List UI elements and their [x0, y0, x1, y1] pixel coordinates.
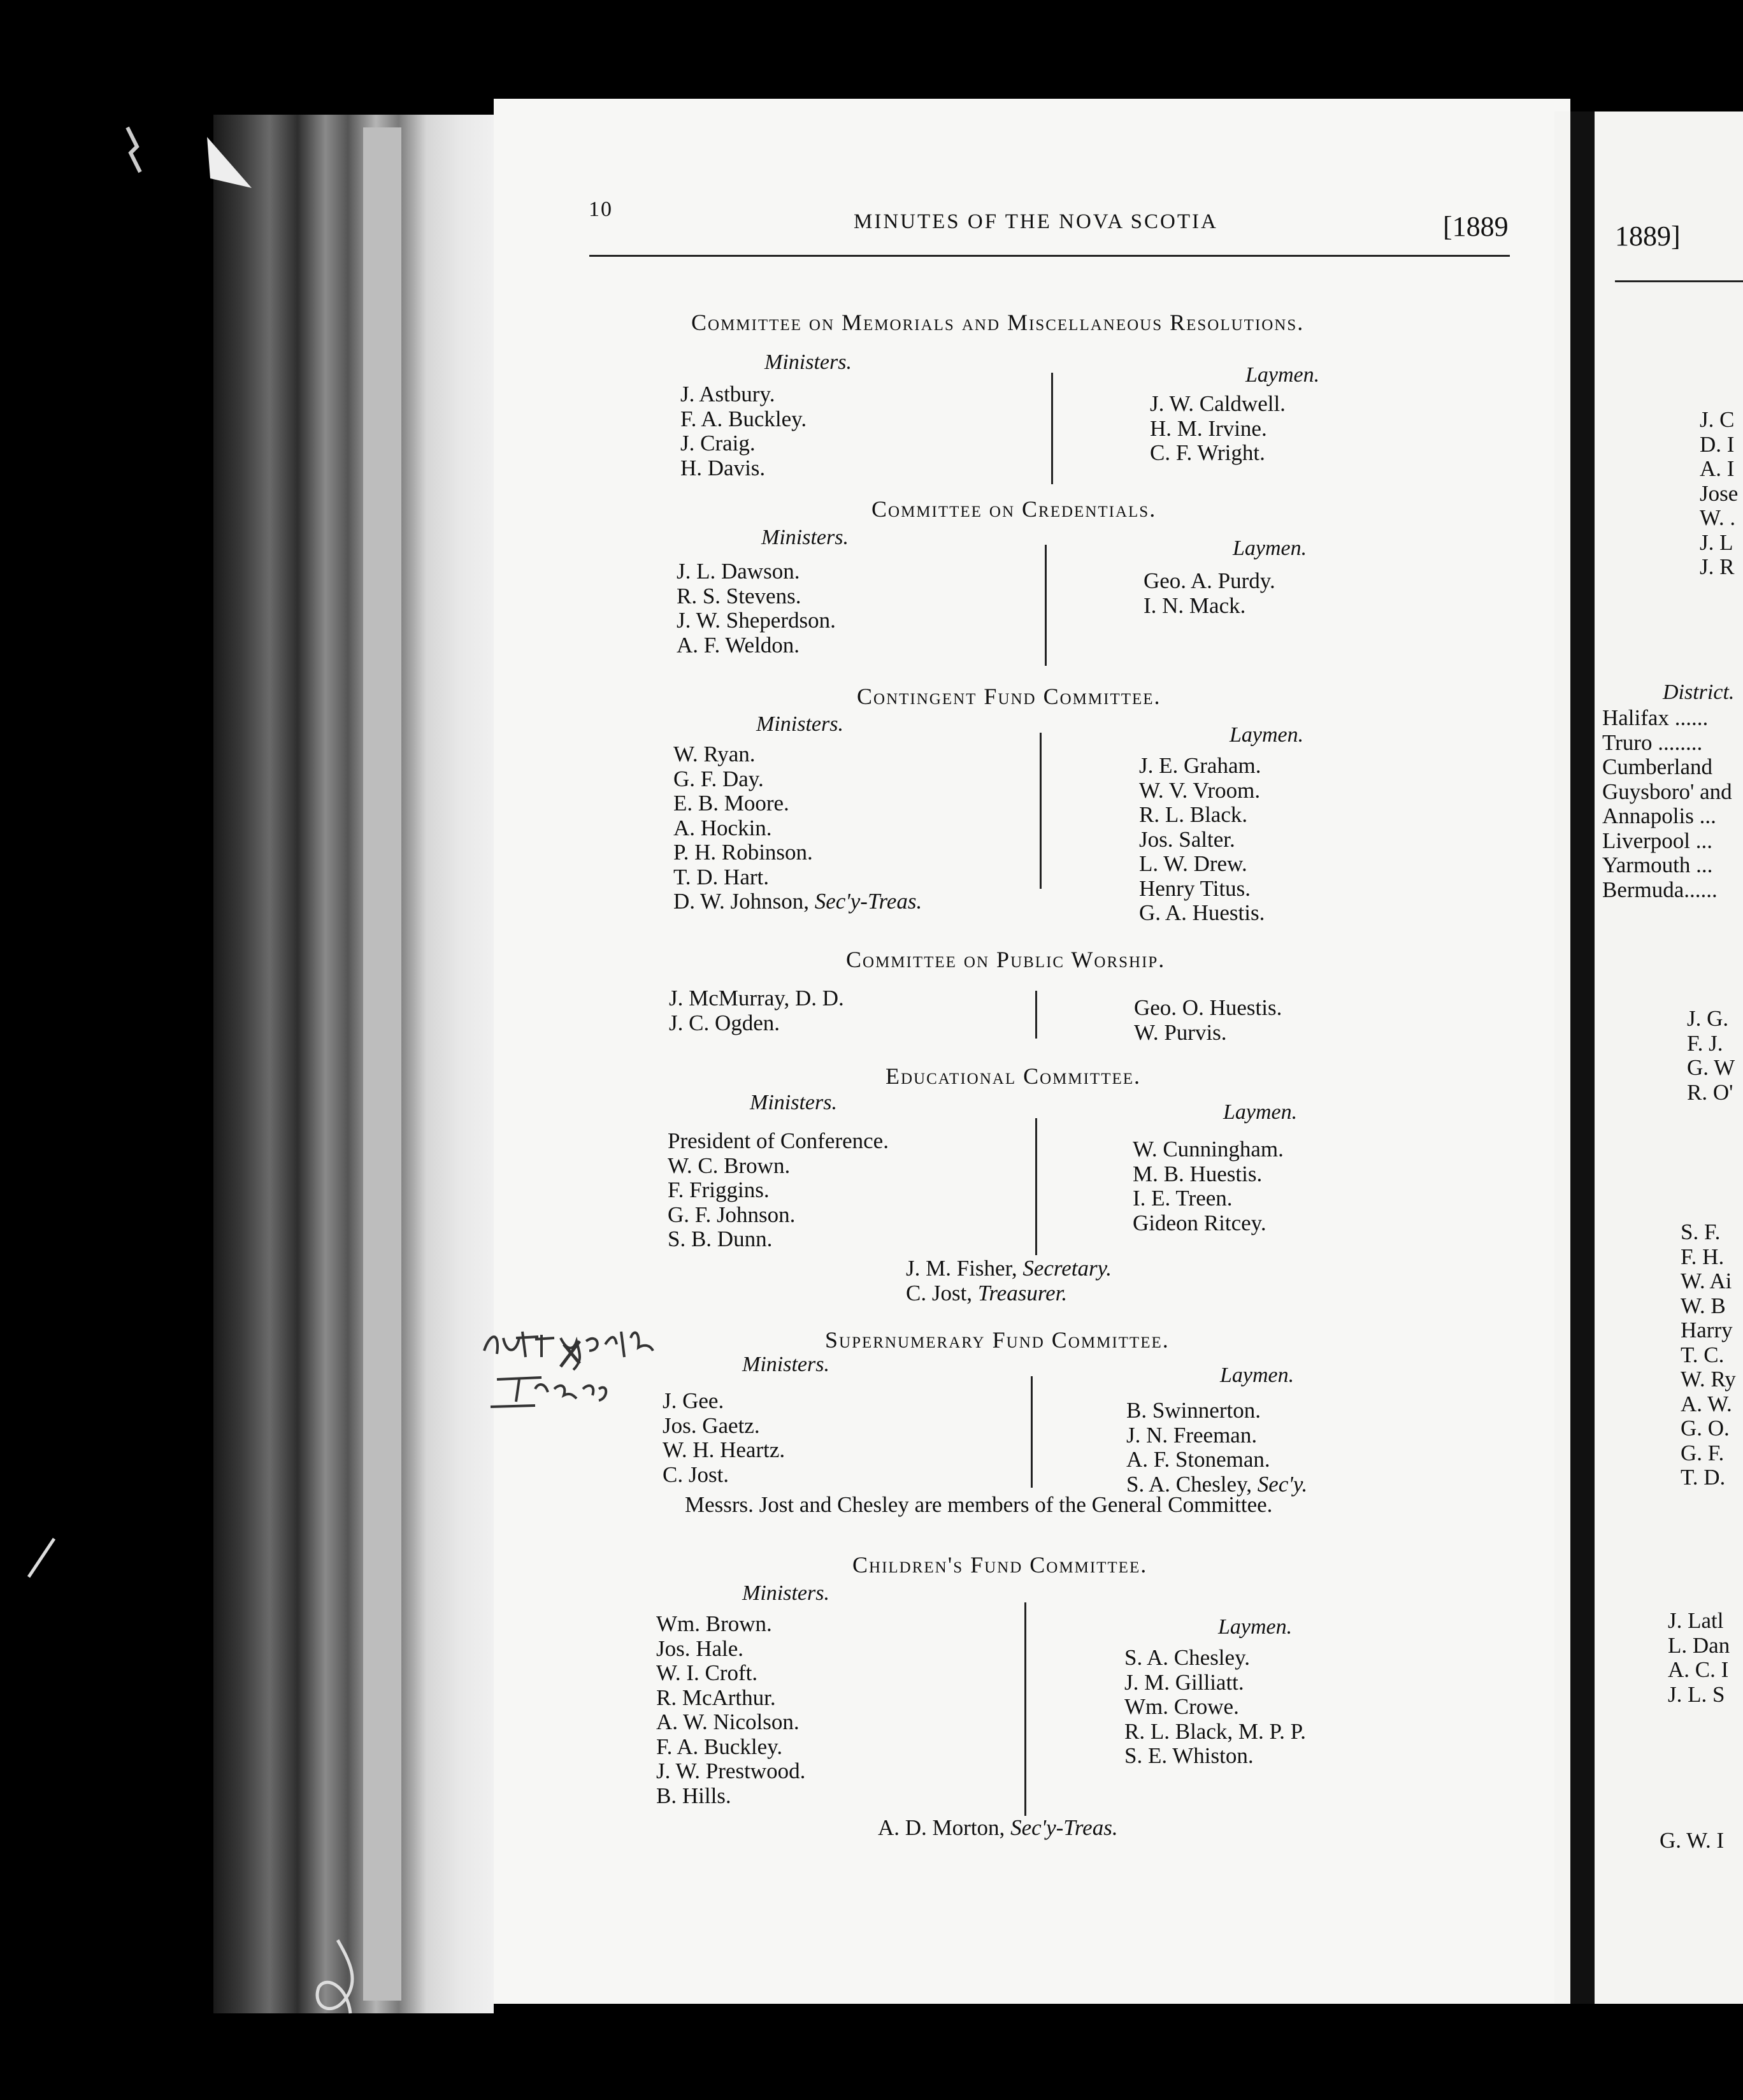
list-item: W. . [1700, 505, 1736, 530]
district-list [1602, 706, 1732, 902]
list-item: Cumberland [1602, 754, 1713, 779]
list-item: E. B. Moore. [673, 791, 789, 816]
list-item: G. W [1687, 1055, 1735, 1080]
column-divider [1045, 545, 1047, 666]
right-bottom-line: G. W. I [1660, 1828, 1725, 1853]
list-item: W. Ai [1681, 1269, 1732, 1293]
list-item: S. E. Whiston. [1124, 1743, 1254, 1768]
educational-laymen-label: Laymen. [1223, 1100, 1298, 1124]
list-item: S. A. Chesley. [1124, 1645, 1251, 1670]
list-item: F. A. Buckley. [656, 1734, 783, 1759]
column-divider [1024, 1602, 1026, 1816]
list-item: C. Jost. [663, 1462, 729, 1487]
speck-icon [118, 124, 150, 175]
list-item: I. N. Mack. [1144, 593, 1246, 618]
list-item: Gideon Ritcey. [1133, 1210, 1266, 1235]
list-item: J. Gee. [663, 1388, 724, 1413]
right-block-3 [1681, 1220, 1736, 1490]
list-item: J. Craig. [680, 431, 756, 456]
list-item: W. V. Vroom. [1139, 777, 1261, 803]
list-item: A. I [1700, 456, 1735, 481]
list-item: A. Hockin. [673, 815, 772, 840]
list-item: J. N. Freeman. [1126, 1422, 1258, 1448]
list-item: J. M. Gilliatt. [1124, 1669, 1244, 1695]
list-item: W. C. Brown. [668, 1153, 791, 1178]
page-gutter [1570, 111, 1595, 2004]
list-item: Jose [1700, 480, 1739, 506]
list-item: J. G. [1687, 1006, 1729, 1031]
list-item: D. W. Johnson, Sec'y-Treas. [673, 889, 922, 914]
column-divider [1031, 1376, 1033, 1488]
list-item: R. O' [1687, 1079, 1733, 1105]
memorials-heading: Committee on Memorials and Miscellaneous Resolutions. [691, 310, 1305, 335]
list-item: F. J. [1687, 1030, 1723, 1056]
contingent-ministers-list [673, 742, 922, 914]
list-item: Jos. Salter. [1139, 826, 1235, 852]
list-item: G. A. Huestis. [1139, 900, 1265, 925]
corner-tab-icon [207, 137, 255, 191]
supernumerary-laymen-label: Laymen. [1220, 1363, 1295, 1387]
list-item: Halifax ...... [1602, 705, 1709, 730]
memorials-ministers-list [680, 382, 807, 480]
memorials-laymen-label: Laymen. [1245, 363, 1320, 387]
list-item: A. F. Weldon. [677, 632, 800, 658]
list-item: A. C. I [1668, 1657, 1729, 1682]
column-divider [1040, 733, 1042, 889]
supernumerary-ministers-label: Ministers. [742, 1353, 829, 1376]
list-item: Yarmouth ... [1602, 852, 1713, 877]
list-item: A. W. [1681, 1391, 1732, 1416]
supernumerary-laymen-list [1126, 1399, 1307, 1497]
list-item: T. C. [1681, 1342, 1725, 1367]
list-item: H. M. Irvine. [1150, 415, 1267, 441]
list-item: W. Ry [1681, 1367, 1736, 1392]
contingent-laymen-list [1139, 754, 1265, 926]
educational-ministers-list [668, 1129, 889, 1252]
educational-officers [906, 1256, 1112, 1305]
list-item: H. Davis. [680, 455, 766, 480]
educational-ministers-label: Ministers. [750, 1091, 837, 1114]
secretary-line: J. M. Fisher, Secretary. [906, 1256, 1112, 1281]
childrens-laymen-list [1124, 1646, 1306, 1769]
list-item: B. Swinnerton. [1126, 1398, 1261, 1423]
list-item: S. A. Chesley, Sec'y. [1126, 1471, 1308, 1497]
list-item: J. W. Sheperdson. [677, 608, 836, 633]
list-item: J. C [1700, 407, 1735, 432]
list-item: C. F. Wright. [1150, 440, 1265, 465]
list-item: W. H. Heartz. [663, 1437, 785, 1462]
credentials-heading: Committee on Credentials. [872, 496, 1157, 522]
list-item: Geo. O. Huestis. [1134, 995, 1282, 1020]
list-item: Geo. A. Purdy. [1144, 568, 1275, 593]
list-item: President of Conference. [668, 1128, 889, 1153]
right-block-4 [1668, 1609, 1730, 1707]
list-item: Jos. Hale. [656, 1636, 744, 1661]
header-year: [1889 [1443, 211, 1509, 242]
list-item: F. Friggins. [668, 1177, 770, 1202]
list-item: J. McMurray, D. D. [669, 986, 844, 1010]
list-item: W. Ryan. [673, 742, 756, 766]
list-item: J. R [1700, 554, 1735, 579]
list-item: Truro ........ [1602, 730, 1703, 755]
supernumerary-heading: Supernumerary Fund Committee. [825, 1327, 1170, 1353]
contingent-laymen-label: Laymen. [1230, 723, 1304, 747]
list-item: A. W. Nicolson. [656, 1709, 800, 1734]
list-item: R. L. Black, M. P. P. [1124, 1718, 1306, 1744]
list-item: F. A. Buckley. [680, 406, 807, 431]
list-item: J. C. Ogden. [669, 1010, 780, 1035]
list-item: T. D. Hart. [673, 864, 769, 889]
list-item: Harry [1681, 1318, 1733, 1342]
list-item: G. F. [1681, 1440, 1725, 1465]
column-divider [1035, 991, 1037, 1039]
list-item: L. W. Drew. [1139, 851, 1247, 876]
column-divider [1035, 1118, 1037, 1255]
list-item: R. McArthur. [656, 1685, 776, 1710]
list-item: J. L. S [1668, 1681, 1725, 1707]
worship-heading: Committee on Public Worship. [846, 947, 1166, 972]
list-item: Henry Titus. [1139, 875, 1251, 901]
string-icon [299, 1937, 369, 2026]
list-item: W. I. Croft. [656, 1660, 758, 1685]
list-item: R. S. Stevens. [677, 583, 801, 608]
list-item: L. Dan [1668, 1632, 1730, 1658]
list-item: W. B [1681, 1293, 1726, 1318]
supernumerary-note: Messrs. Jost and Chesley are members of the General Committee. [685, 1492, 1273, 1517]
childrens-heading: Children's Fund Committee. [852, 1552, 1148, 1578]
worship-ministers-list [669, 986, 844, 1035]
worship-laymen-list [1134, 996, 1282, 1045]
credentials-laymen-list [1144, 569, 1275, 618]
childrens-secretary-line: A. D. Morton, Sec'y-Treas. [878, 1815, 1118, 1840]
list-item: G. F. Day. [673, 766, 764, 791]
list-item: S. F. [1681, 1219, 1721, 1244]
list-item: R. L. Black. [1139, 802, 1248, 827]
list-item: Annapolis ... [1602, 803, 1716, 828]
list-item: W. Purvis. [1134, 1019, 1227, 1045]
list-item: G. F. Johnson. [668, 1202, 796, 1227]
educational-heading: Educational Committee. [886, 1063, 1142, 1089]
list-item: D. I [1700, 431, 1735, 457]
right-block-1 [1700, 408, 1738, 580]
list-item: Jos. Gaetz. [663, 1413, 760, 1438]
supernumerary-ministers-list [663, 1389, 785, 1487]
list-item: I. E. Treen. [1133, 1186, 1233, 1211]
right-header-year: 1889] [1615, 220, 1681, 252]
list-item: M. B. Huestis. [1133, 1161, 1263, 1186]
list-item: G. O. [1681, 1416, 1730, 1441]
credentials-ministers-label: Ministers. [761, 526, 849, 549]
contingent-ministers-label: Ministers. [756, 712, 843, 736]
running-title: MINUTES OF THE NOVA SCOTIA [854, 210, 1218, 233]
list-item: W. Cunningham. [1133, 1137, 1284, 1161]
memorials-ministers-label: Ministers. [764, 350, 852, 374]
list-item: J. L. Dawson. [677, 559, 800, 584]
treasurer-line: C. Jost, Treasurer. [906, 1280, 1068, 1305]
slash-icon [25, 1535, 57, 1580]
list-item: J. Astbury. [680, 382, 775, 406]
page-number: 10 [589, 198, 613, 221]
list-item: Bermuda...... [1602, 877, 1718, 902]
list-item: Guysboro' and [1602, 779, 1732, 804]
list-item: S. B. Dunn. [668, 1226, 773, 1251]
list-item: P. H. Robinson. [673, 840, 813, 865]
book-spine [213, 115, 494, 2013]
list-item: J. E. Graham. [1139, 753, 1261, 778]
list-item: B. Hills. [656, 1783, 731, 1808]
list-item: J. W. Prestwood. [656, 1758, 806, 1783]
page-edges [363, 127, 401, 2001]
right-block-2 [1687, 1007, 1735, 1105]
list-item: F. H. [1681, 1244, 1725, 1269]
list-item: J. W. Caldwell. [1150, 391, 1286, 416]
memorials-laymen-list [1150, 392, 1286, 466]
column-divider [1051, 373, 1053, 484]
credentials-ministers-list [677, 559, 836, 658]
district-label: District. [1663, 680, 1735, 704]
list-item: J. L [1700, 529, 1733, 555]
childrens-laymen-label: Laymen. [1218, 1615, 1293, 1639]
list-item: J. Latl [1668, 1608, 1724, 1633]
list-item: Liverpool ... [1602, 828, 1713, 853]
list-item: Wm. Brown. [656, 1611, 772, 1636]
contingent-heading: Contingent Fund Committee. [857, 684, 1161, 709]
list-item: T. D. [1681, 1465, 1726, 1490]
left-page [494, 99, 1570, 2004]
childrens-ministers-list [656, 1612, 805, 1808]
right-header-rule [1615, 280, 1743, 282]
educational-laymen-list [1133, 1137, 1284, 1235]
header-rule [589, 255, 1510, 257]
childrens-ministers-label: Ministers. [742, 1581, 829, 1605]
credentials-laymen-label: Laymen. [1233, 536, 1307, 560]
list-item: Wm. Crowe. [1124, 1694, 1239, 1719]
list-item: A. F. Stoneman. [1126, 1447, 1270, 1472]
